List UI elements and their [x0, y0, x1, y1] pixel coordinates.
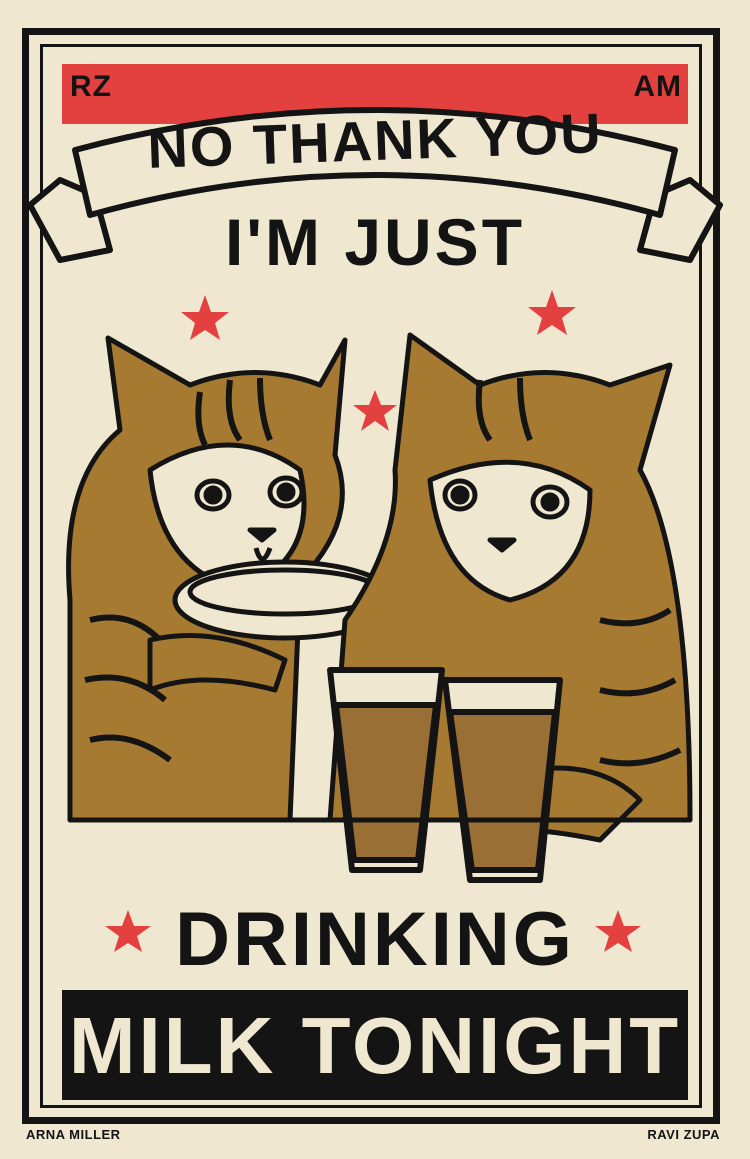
headline-line-1: NO THANK YOU — [146, 101, 604, 180]
artist-credit-left: ARNA MILLER — [26, 1127, 121, 1142]
corner-initials-right: AM — [633, 70, 682, 103]
artist-credit-right: RAVI ZUPA — [647, 1127, 720, 1142]
headline-line-4: MILK TONIGHT — [68, 1001, 682, 1090]
headline-line-2: I'M JUST — [224, 205, 526, 279]
headline-line-3: DRINKING — [175, 897, 575, 982]
corner-initials-left: RZ — [70, 70, 112, 103]
